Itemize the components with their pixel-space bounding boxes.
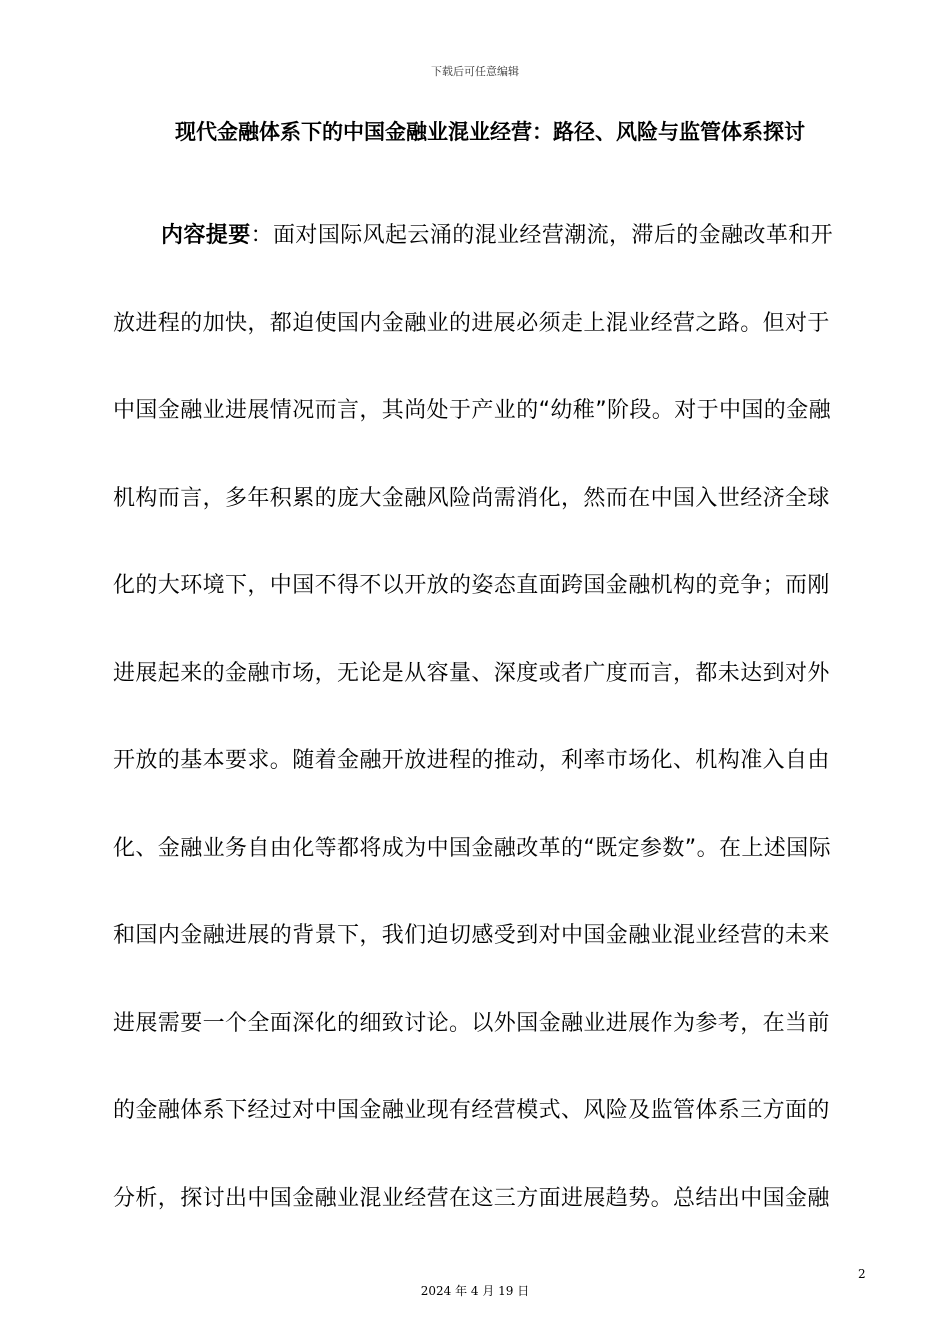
abstract-line: 机构而言，多年积累的庞大金融风险尚需消化，然而在中国入世经济全球 [113,485,830,511]
abstract-line: 分析，探讨出中国金融业混业经营在这三方面进展趋势。总结出中国金融 [113,1185,830,1211]
abstract-line: 化的大环境下，中国不得不以开放的姿态直面跨国金融机构的竞争；而刚 [113,573,830,598]
abstract-line: 进展需要一个全面深化的细致讨论。以外国金融业进展作为参考，在当前 [113,1010,830,1036]
abstract-label: 内容提要 [161,223,251,248]
header-note: 下载后可任意编辑 [431,65,519,78]
abstract-line: 化、金融业务自由化等都将成为中国金融改革的“既定参数”。在上述国际 [113,835,831,861]
abstract-line: 进展起来的金融市场，无论是从容量、深度或者广度而言，都未达到对外 [113,660,830,686]
abstract-line [113,216,873,304]
abstract-label-colon: ： [250,223,274,248]
page-number: 2 [858,1267,866,1281]
document-title: 现代金融体系下的中国金融业混业经营：路径、风险与监管体系探讨 [175,120,805,144]
abstract-body [113,216,873,1266]
footer-date: 2024 年 4 月 19 日 [420,1284,530,1298]
abstract-line-text: 面对国际风起云涌的混业经营潮流，滞后的金融改革和开 [273,223,834,248]
abstract-line: 中国金融业进展情况而言，其尚处于产业的“幼稚”阶段。对于中国的金融 [113,398,831,423]
abstract-line: 的金融体系下经过对中国金融业现有经营模式、风险及监管体系三方面的 [113,1098,830,1123]
abstract-line: 和国内金融进展的背景下，我们迫切感受到对中国金融业混业经营的未来 [113,923,830,948]
abstract-line: 放进程的加快，都迫使国内金融业的进展必须走上混业经营之路。但对于 [113,310,830,336]
abstract-line: 开放的基本要求。随着金融开放进程的推动，利率市场化、机构准入自由 [113,748,830,773]
